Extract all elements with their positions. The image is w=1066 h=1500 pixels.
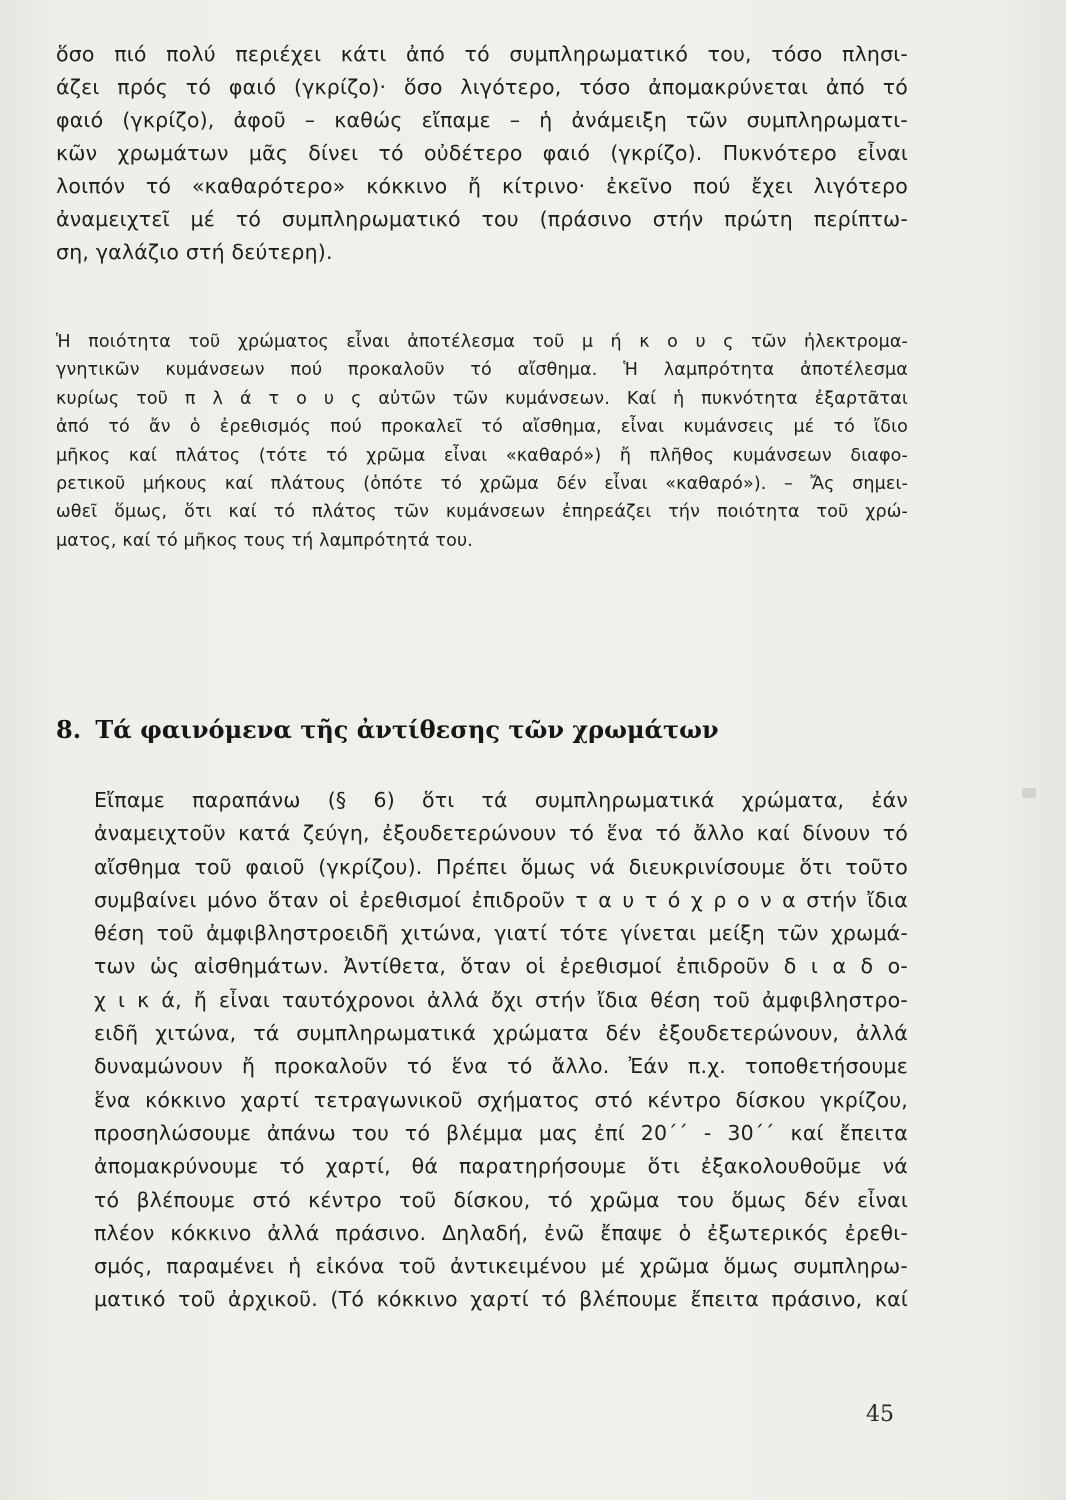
text-line: γνητικῶν κυμάνσεων πού προκαλοῦν τό αἴσθημα. Ἡ λαμπρότητα ἀποτέλεσμα [56,360,908,381]
text-line: λοιπόν τό «καθαρότερο» κόκκινο ἤ κίτρινο· ἐκεῖνο πού ἔχει λιγότερο [56,174,908,198]
page-number: 45 [866,1402,894,1427]
text-line: χ ι κ ά, ἤ εἶναι ταυτόχρονοι ἀλλά ὄχι στήν ἴδια θέση τοῦ ἀμφιβληστρο- [94,987,908,1012]
text-line: ωθεῖ ὅμως, ὅτι καί τό πλάτος τῶν κυμάνσεων ἐπηρεάζει τήν ποιότητα τοῦ χρώ- [56,502,908,523]
text-line: συμβαίνει μόνο ὅταν οἱ ἐρεθισμοί ἐπιδροῦν τ α υ τ ό χ ρ ο ν α στήν ἴδια [94,887,908,912]
text-line: άζει πρός τό φαιό (γκρίζο)· ὅσο λιγότερο, τόσο ἀπομακρύνεται ἀπό τό [56,75,908,99]
text-line: ἀπό τό ἄν ὁ ἐρεθισμός πού προκαλεῖ τό αἴσθημα, εἶναι κυμάνσεις μέ τό ἴδιο [56,417,908,438]
text-line: των ὡς αἰσθημάτων. Ἀντίθετα, ὅταν οἱ ἐρεθισμοί ἐπιδροῦν δ ι α δ ο- [94,954,908,979]
bleed-through-mark [1022,788,1036,798]
paragraph-2-note [56,328,908,555]
text-line: ειδῆ χιτώνα, τά συμπληρωματικά χρώματα δέν ἐξουδετερώνουν, ἀλλά [94,1021,908,1046]
text-line: Εἴπαμε παραπάνω (§ 6) ὅτι τά συμπληρωματικά χρώματα, ἐάν [94,788,908,812]
text-line: θέση τοῦ ἀμφιβληστροειδῆ χιτώνα, γιατί τότε γίνεται μείξη τῶν χρωμά- [94,921,908,946]
text-line: ἀπομακρύνουμε τό χαρτί, θά παρατηρήσουμε ὅτι ἐξακολουθοῦμε νά [94,1154,908,1179]
text-line: τό βλέπουμε στό κέντρο τοῦ δίσκου, τό χρῶμα του ὅμως δέν εἶναι [94,1187,908,1212]
text-line: ἀναμειχτεῖ μέ τό συμπληρωματικό του (πράσινο στήν πρώτη περίπτω- [56,207,908,231]
text-line: προσηλώσουμε ἀπάνω του τό βλέμμα μας ἐπί 20΄΄ - 30΄΄ καί ἔπειτα [94,1120,908,1145]
text-line: ματικό τοῦ ἀρχικοῦ. (Τό κόκκινο χαρτί τό βλέπουμε ἔπειτα πράσινο, καί [94,1287,908,1312]
paragraph-1 [56,38,908,269]
text-line: ἕνα κόκκινο χαρτί τετραγωνικοῦ σχήματος στό κέντρο δίσκου γκρίζου, [94,1087,908,1112]
text-line: κῶν χρωμάτων μᾶς δίνει τό οὐδέτερο φαιό (γκρίζο). Πυκνότερο εἶναι [56,141,908,165]
text-line: ματος, καί τό μῆκος τους τή λαμπρότητά του. [56,530,473,551]
text-line: ἀναμειχτοῦν κατά ζεύγη, ἐξουδετερώνουν τό ἕνα τό ἄλλο καί δίνουν τό [94,821,908,846]
text-line: Ἡ ποιότητα τοῦ χρώματος εἶναι ἀποτέλεσμα τοῦ μ ή κ ο υ ς τῶν ἠλεκτρομα- [56,332,908,352]
text-line: ρετικοῦ μήκους καί πλάτους (ὁπότε τό χρῶμα δέν εἶναι «καθαρό»). – Ἄς σημει- [56,474,908,495]
section-heading [56,714,908,746]
paragraph-3 [56,784,908,1317]
text-line: κυρίως τοῦ π λ ά τ ο υ ς αὐτῶν τῶν κυμάνσεων. Καί ἡ πυκνότητα ἐξαρτᾶται [56,388,908,409]
text-line: μῆκος καί πλάτος (τότε τό χρῶμα εἶναι «καθαρό») ἤ πλῆθος κυμάνσεων διαφο- [56,445,908,466]
text-line: ση, γαλάζιο στή δεύτερη). [56,240,333,264]
text-line: σμός, παραμένει ἡ εἰκόνα τοῦ ἀντικειμένου μέ χρῶμα ὅμως συμπληρω- [94,1254,908,1279]
text-line: ὅσο πιό πολύ περιέχει κάτι ἀπό τό συμπληρωματικό του, τόσο πλησι- [56,42,908,66]
section-title: Τά φαινόμενα τῆς ἀντίθεσης τῶν χρωμάτων [95,715,719,744]
text-line: πλέον κόκκινο ἀλλά πράσινο. Δηλαδή, ἐνῶ ἔπαψε ὁ ἐξωτερικός ἐρεθι- [94,1220,908,1245]
section-number: 8. [56,715,82,744]
text-line: δυναμώνουν ἤ προκαλοῦν τό ἕνα τό ἄλλο. Ἐάν π.χ. τοποθετήσουμε [94,1054,908,1079]
text-line: αἴσθημα τοῦ φαιοῦ (γκρίζου). Πρέπει ὅμως νά διευκρινίσουμε ὅτι τοῦτο [94,854,908,879]
text-line: φαιό (γκρίζο), ἀφοῦ – καθώς εἴπαμε – ἡ ἀνάμειξη τῶν συμπληρωματι- [56,108,908,132]
